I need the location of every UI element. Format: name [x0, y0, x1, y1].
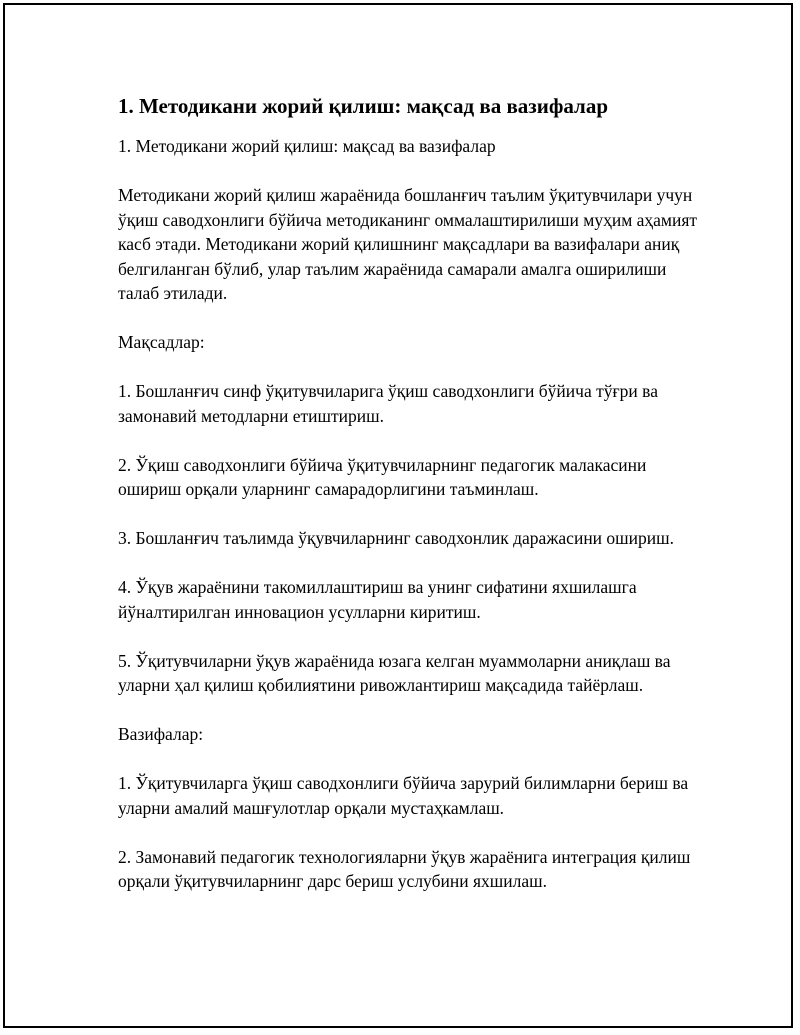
document-body	[118, 92, 708, 918]
goals-label: Мақсадлар:	[118, 332, 205, 352]
tasks-label: Вазифалар:	[118, 724, 204, 744]
goal-item: 2. Ўқиш саводхонлиги бўйича ўқитувчиларнинг педагогик малакасини ошириш орқали уларнинг самарадорлигини таъминлаш.	[118, 454, 647, 499]
intro-paragraph: Методикани жорий қилиш жараёнида бошланғич таълим ўқитувчилари учун ўқиш саводхонлиги бўйича методиканинг оммалаштирилиши муҳим аҳамият касб этади. Методикани жорий қилишнинг мақсадлари ва вазифалари аниқ белгиланган бўлиб, улар таълим жараёнида самарали амалга оширилиши талаб этилади.	[118, 185, 698, 303]
goals-list	[118, 379, 708, 698]
task-item: 1. Ўқитувчиларга ўқиш саводхонлиги бўйича зарурий билимларни бериш ва уларни амалий машғулотлар орқали мустаҳкамлаш.	[118, 773, 689, 818]
section-heading: 1. Методикани жорий қилиш: мақсад ва вазифалар	[118, 94, 608, 118]
goal-item: 5. Ўқитувчиларни ўқув жараёнида юзага келган муаммоларни аниқлаш ва уларни ҳал қилиш қобилиятини ривожлантириш мақсадида тайёрлаш.	[118, 650, 671, 695]
tasks-list	[118, 771, 708, 894]
goal-item: 3. Бошланғич таълимда ўқувчиларнинг саводхонлик даражасини ошириш.	[118, 528, 674, 548]
section-subheading: 1. Методикани жорий қилиш: мақсад ва вазифалар	[118, 136, 496, 156]
goal-item: 4. Ўқув жараёнини такомиллаштириш ва унинг сифатини яхшилашга йўналтирилган инновацион усулларни киритиш.	[118, 577, 637, 622]
task-item: 2. Замонавий педагогик технологияларни ўқув жараёнига интеграция қилиш орқали ўқитувчиларнинг дарс бериш услубини яхшилаш.	[118, 846, 691, 891]
goal-item: 1. Бошланғич синф ўқитувчиларига ўқиш саводхонлиги бўйича тўғри ва замонавий методларни етиштириш.	[118, 381, 658, 426]
